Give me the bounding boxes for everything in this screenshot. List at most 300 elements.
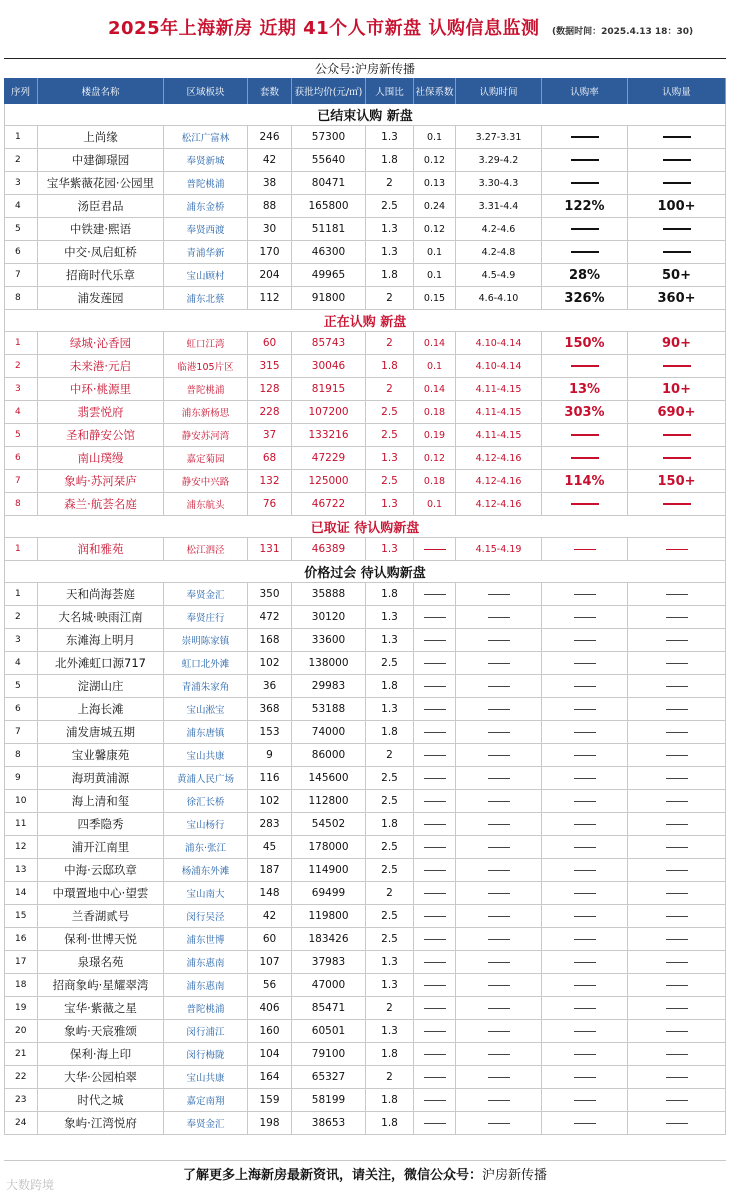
cell-price: 165800 — [292, 195, 366, 217]
header-cell-units: 套数 — [248, 78, 292, 104]
cell-rate: 114% — [542, 470, 628, 492]
cell-idx: 12 — [4, 836, 38, 858]
dash-mark — [666, 801, 688, 802]
table-row — [4, 583, 726, 606]
cell-amt: 10+ — [628, 378, 726, 400]
cell-ratio: 1.8 — [366, 355, 414, 377]
cell-idx: 2 — [4, 355, 38, 377]
cell-units: 187 — [248, 859, 292, 881]
cell-area: 普陀桃浦 — [164, 378, 248, 400]
dash-mark — [488, 893, 510, 894]
cell-units: 246 — [248, 126, 292, 148]
cell-ratio: 2 — [366, 172, 414, 194]
cell-time — [456, 905, 542, 927]
cell-idx: 2 — [4, 606, 38, 628]
cell-amt — [628, 424, 726, 446]
cell-units: 204 — [248, 264, 292, 286]
cell-rate — [542, 241, 628, 263]
dash-mark — [666, 962, 688, 963]
dash-mark — [424, 617, 446, 618]
dash-mark — [663, 503, 691, 505]
dash-mark — [574, 1054, 596, 1055]
cell-area: 青浦朱家角 — [164, 675, 248, 697]
cell-idx: 23 — [4, 1089, 38, 1111]
cell-price: 53188 — [292, 698, 366, 720]
cell-price: 46722 — [292, 493, 366, 515]
cell-time — [456, 721, 542, 743]
cell-amt — [628, 1089, 726, 1111]
dash-mark — [424, 1008, 446, 1009]
dash-mark — [488, 640, 510, 641]
cell-units: 132 — [248, 470, 292, 492]
cell-time — [456, 813, 542, 835]
dash-mark — [488, 1100, 510, 1101]
cell-area: 宝山南大 — [164, 882, 248, 904]
cell-social: 0.14 — [414, 378, 456, 400]
table-row — [4, 287, 726, 310]
table-row — [4, 813, 726, 836]
cell-amt — [628, 583, 726, 605]
dash-mark — [574, 870, 596, 871]
cell-area: 宝山杨行 — [164, 813, 248, 835]
table-row — [4, 218, 726, 241]
cell-rate — [542, 813, 628, 835]
dash-mark — [488, 1077, 510, 1078]
table-row — [4, 470, 726, 493]
cell-price: 107200 — [292, 401, 366, 423]
report-title-bar — [0, 0, 730, 58]
dash-mark — [424, 939, 446, 940]
cell-amt — [628, 790, 726, 812]
cell-ratio: 2.5 — [366, 928, 414, 950]
cell-rate — [542, 172, 628, 194]
cell-area: 浦东航头 — [164, 493, 248, 515]
cell-idx: 3 — [4, 629, 38, 651]
header-cell-price: 获批均价(元/㎡) — [292, 78, 366, 104]
dash-mark — [666, 985, 688, 986]
cell-units: 228 — [248, 401, 292, 423]
cell-amt — [628, 652, 726, 674]
cell-units: 37 — [248, 424, 292, 446]
cell-units: 42 — [248, 149, 292, 171]
dash-mark — [574, 686, 596, 687]
cell-price: 35888 — [292, 583, 366, 605]
cell-name: 宝华紫薇花园·公园里 — [38, 172, 164, 194]
cell-social — [414, 813, 456, 835]
cell-units: 60 — [248, 332, 292, 354]
cell-idx: 9 — [4, 767, 38, 789]
cell-social — [414, 1112, 456, 1134]
cell-price: 112800 — [292, 790, 366, 812]
table-row — [4, 264, 726, 287]
dash-mark — [488, 686, 510, 687]
cell-amt — [628, 813, 726, 835]
cell-rate — [542, 493, 628, 515]
cell-price: 69499 — [292, 882, 366, 904]
cell-price: 47229 — [292, 447, 366, 469]
dash-mark — [424, 778, 446, 779]
cell-social: 0.14 — [414, 332, 456, 354]
cell-name: 兰香湖贰号 — [38, 905, 164, 927]
cell-ratio: 1.8 — [366, 675, 414, 697]
cell-time — [456, 767, 542, 789]
cell-name: 海玥黄浦源 — [38, 767, 164, 789]
dash-mark — [666, 1008, 688, 1009]
cell-price: 49965 — [292, 264, 366, 286]
cell-name: 浦发唐城五期 — [38, 721, 164, 743]
cell-price: 55640 — [292, 149, 366, 171]
cell-ratio: 1.8 — [366, 1112, 414, 1134]
cell-price: 54502 — [292, 813, 366, 835]
table-row — [4, 974, 726, 997]
cell-name: 保利·海上印 — [38, 1043, 164, 1065]
cell-idx: 21 — [4, 1043, 38, 1065]
dash-mark — [666, 1031, 688, 1032]
cell-social — [414, 583, 456, 605]
dash-mark — [663, 434, 691, 436]
cell-name: 未来港·元启 — [38, 355, 164, 377]
cell-social — [414, 1066, 456, 1088]
cell-rate — [542, 126, 628, 148]
cell-time — [456, 790, 542, 812]
cell-amt — [628, 447, 726, 469]
cell-time — [456, 1089, 542, 1111]
cell-name: 保利·世博天悦 — [38, 928, 164, 950]
table-row — [4, 606, 726, 629]
table-row — [4, 332, 726, 355]
dash-mark — [666, 1054, 688, 1055]
dash-mark — [488, 847, 510, 848]
dash-mark — [663, 159, 691, 161]
cell-amt — [628, 149, 726, 171]
table-row — [4, 241, 726, 264]
cell-price: 183426 — [292, 928, 366, 950]
cell-name: 时代之城 — [38, 1089, 164, 1111]
cell-time — [456, 675, 542, 697]
cell-price: 145600 — [292, 767, 366, 789]
cell-units: 38 — [248, 172, 292, 194]
cell-time — [456, 882, 542, 904]
cell-units: 68 — [248, 447, 292, 469]
table-header — [4, 78, 726, 104]
dash-mark — [574, 824, 596, 825]
cell-time: 3.29-4.2 — [456, 149, 542, 171]
dash-mark — [574, 847, 596, 848]
cell-name: 上尚缘 — [38, 126, 164, 148]
footer-account: 沪房新传播 — [482, 1168, 548, 1183]
cell-idx: 4 — [4, 652, 38, 674]
cell-social — [414, 882, 456, 904]
cell-area: 浦东世博 — [164, 928, 248, 950]
cell-area: 浦东新杨思 — [164, 401, 248, 423]
cell-name: 南山璞缦 — [38, 447, 164, 469]
cell-ratio: 2.5 — [366, 195, 414, 217]
cell-idx: 22 — [4, 1066, 38, 1088]
dash-mark — [571, 434, 599, 436]
dash-mark — [488, 1123, 510, 1124]
cell-area: 徐汇长桥 — [164, 790, 248, 812]
cell-name: 中建御璟园 — [38, 149, 164, 171]
cell-units: 148 — [248, 882, 292, 904]
dash-mark — [663, 136, 691, 138]
cell-price: 81915 — [292, 378, 366, 400]
cell-rate — [542, 1089, 628, 1111]
cell-ratio: 1.3 — [366, 1020, 414, 1042]
cell-time — [456, 1043, 542, 1065]
cell-area: 杨浦东外滩 — [164, 859, 248, 881]
cell-social — [414, 652, 456, 674]
dash-mark — [666, 824, 688, 825]
cell-name: 东滩海上明月 — [38, 629, 164, 651]
cell-ratio: 1.3 — [366, 538, 414, 560]
cell-area: 虹口北外滩 — [164, 652, 248, 674]
cell-area: 闵行浦江 — [164, 1020, 248, 1042]
cell-time: 4.6-4.10 — [456, 287, 542, 309]
cell-area: 闵行吴泾 — [164, 905, 248, 927]
cell-rate: 122% — [542, 195, 628, 217]
cell-price: 125000 — [292, 470, 366, 492]
cell-amt — [628, 172, 726, 194]
cell-amt — [628, 675, 726, 697]
cell-social: 0.1 — [414, 493, 456, 515]
cell-amt: 90+ — [628, 332, 726, 354]
cell-idx: 6 — [4, 698, 38, 720]
table-row — [4, 652, 726, 675]
cell-time: 4.10-4.14 — [456, 332, 542, 354]
cell-price: 60501 — [292, 1020, 366, 1042]
cell-name: 浦发莲园 — [38, 287, 164, 309]
cell-name: 北外滩虹口源717 — [38, 652, 164, 674]
cell-price: 33600 — [292, 629, 366, 651]
cell-area: 奉贤西渡 — [164, 218, 248, 240]
dash-mark — [424, 801, 446, 802]
dash-mark — [488, 755, 510, 756]
cell-ratio: 2 — [366, 287, 414, 309]
cell-units: 56 — [248, 974, 292, 996]
cell-amt — [628, 882, 726, 904]
cell-price: 38653 — [292, 1112, 366, 1134]
cell-area: 松江广富林 — [164, 126, 248, 148]
dash-mark — [424, 686, 446, 687]
cell-units: 36 — [248, 675, 292, 697]
cell-units: 315 — [248, 355, 292, 377]
cell-ratio: 1.3 — [366, 951, 414, 973]
cell-social: 0.13 — [414, 172, 456, 194]
header-cell-amt: 认购量 — [628, 78, 726, 104]
cell-idx: 13 — [4, 859, 38, 881]
cell-idx: 4 — [4, 195, 38, 217]
table-row — [4, 744, 726, 767]
cell-idx: 3 — [4, 378, 38, 400]
cell-units: 116 — [248, 767, 292, 789]
cell-price: 133216 — [292, 424, 366, 446]
cell-ratio: 1.8 — [366, 813, 414, 835]
cell-idx: 6 — [4, 241, 38, 263]
cell-amt — [628, 997, 726, 1019]
dash-mark — [424, 1077, 446, 1078]
cell-price: 58199 — [292, 1089, 366, 1111]
section-heading-priced: 价格过会 待认购新盘 — [4, 561, 726, 583]
dash-mark — [424, 962, 446, 963]
cell-area: 青浦华新 — [164, 241, 248, 263]
cell-price: 57300 — [292, 126, 366, 148]
table-row — [4, 767, 726, 790]
cell-area: 崇明陈家镇 — [164, 629, 248, 651]
cell-area: 嘉定菊园 — [164, 447, 248, 469]
cell-amt — [628, 629, 726, 651]
cell-social: 0.1 — [414, 264, 456, 286]
cell-social — [414, 905, 456, 927]
cell-area: 静安苏河湾 — [164, 424, 248, 446]
cell-time: 4.10-4.14 — [456, 355, 542, 377]
table-row — [4, 378, 726, 401]
cell-ratio: 2 — [366, 1066, 414, 1088]
dash-mark — [424, 1031, 446, 1032]
dash-mark — [574, 939, 596, 940]
cell-idx: 2 — [4, 149, 38, 171]
dash-mark — [574, 1123, 596, 1124]
dash-mark — [666, 549, 688, 550]
dash-mark — [574, 801, 596, 802]
dash-mark — [488, 939, 510, 940]
cell-units: 131 — [248, 538, 292, 560]
cell-ratio: 1.8 — [366, 264, 414, 286]
cell-rate — [542, 882, 628, 904]
cell-amt — [628, 1043, 726, 1065]
cell-amt: 690+ — [628, 401, 726, 423]
cell-social: 0.12 — [414, 149, 456, 171]
cell-rate — [542, 218, 628, 240]
cell-social — [414, 1043, 456, 1065]
dash-mark — [666, 916, 688, 917]
cell-idx: 8 — [4, 744, 38, 766]
cell-ratio: 2 — [366, 997, 414, 1019]
cell-units: 153 — [248, 721, 292, 743]
cell-ratio: 1.3 — [366, 493, 414, 515]
cell-amt — [628, 355, 726, 377]
cell-idx: 15 — [4, 905, 38, 927]
cell-idx: 1 — [4, 583, 38, 605]
dash-mark — [488, 1031, 510, 1032]
table-row — [4, 172, 726, 195]
cell-time: 4.15-4.19 — [456, 538, 542, 560]
cell-name: 宝华·紫薇之星 — [38, 997, 164, 1019]
table-row — [4, 928, 726, 951]
cell-name: 象屿·江湾悦府 — [38, 1112, 164, 1134]
table-row — [4, 538, 726, 561]
dash-mark — [663, 365, 691, 367]
cell-social: 0.1 — [414, 355, 456, 377]
cell-ratio: 2.5 — [366, 836, 414, 858]
table-row — [4, 882, 726, 905]
cell-area: 奉贤金汇 — [164, 1112, 248, 1134]
cell-time — [456, 836, 542, 858]
cell-social — [414, 1089, 456, 1111]
dash-mark — [424, 824, 446, 825]
dash-mark — [666, 1100, 688, 1101]
cell-name: 中環置地中心·望雲 — [38, 882, 164, 904]
cell-units: 76 — [248, 493, 292, 515]
cell-rate — [542, 859, 628, 881]
cell-idx: 11 — [4, 813, 38, 835]
dash-mark — [424, 893, 446, 894]
cell-idx: 16 — [4, 928, 38, 950]
cell-name: 中环·桃源里 — [38, 378, 164, 400]
dash-mark — [663, 251, 691, 253]
cell-units: 9 — [248, 744, 292, 766]
cell-area: 虹口江湾 — [164, 332, 248, 354]
dash-mark — [574, 732, 596, 733]
cell-price: 85471 — [292, 997, 366, 1019]
cell-social — [414, 629, 456, 651]
cell-area: 宝山共康 — [164, 1066, 248, 1088]
dash-mark — [574, 594, 596, 595]
dash-mark — [488, 985, 510, 986]
cell-time — [456, 974, 542, 996]
dash-mark — [571, 251, 599, 253]
cell-units: 30 — [248, 218, 292, 240]
cell-name: 泉璟名苑 — [38, 951, 164, 973]
cell-social: 0.24 — [414, 195, 456, 217]
cell-social — [414, 859, 456, 881]
cell-rate — [542, 905, 628, 927]
cell-idx: 5 — [4, 675, 38, 697]
header-cell-idx: 序列 — [4, 78, 38, 104]
cell-rate — [542, 836, 628, 858]
cell-amt — [628, 1020, 726, 1042]
cell-name: 中海·云邸玖章 — [38, 859, 164, 881]
dash-mark — [663, 457, 691, 459]
cell-social — [414, 928, 456, 950]
dash-mark — [666, 640, 688, 641]
cell-price: 79100 — [292, 1043, 366, 1065]
cell-social: 0.1 — [414, 126, 456, 148]
cell-units: 350 — [248, 583, 292, 605]
cell-area: 宝山淞宝 — [164, 698, 248, 720]
cell-time — [456, 997, 542, 1019]
table-row — [4, 997, 726, 1020]
dash-mark — [666, 732, 688, 733]
dash-mark — [488, 1054, 510, 1055]
cell-social — [414, 606, 456, 628]
cell-idx: 7 — [4, 264, 38, 286]
cell-ratio: 2 — [366, 882, 414, 904]
cell-price: 114900 — [292, 859, 366, 881]
cell-rate: 326% — [542, 287, 628, 309]
cell-units: 164 — [248, 1066, 292, 1088]
cell-time: 3.31-4.4 — [456, 195, 542, 217]
cell-rate: 13% — [542, 378, 628, 400]
cell-social — [414, 974, 456, 996]
cell-price: 29983 — [292, 675, 366, 697]
dash-mark — [666, 847, 688, 848]
cell-social: 0.12 — [414, 447, 456, 469]
cell-ratio: 2 — [366, 332, 414, 354]
cell-name: 海上清和玺 — [38, 790, 164, 812]
dash-mark — [488, 663, 510, 664]
cell-rate — [542, 675, 628, 697]
cell-rate — [542, 744, 628, 766]
cell-idx: 7 — [4, 470, 38, 492]
cell-name: 绿城·沁香园 — [38, 332, 164, 354]
dash-mark — [663, 182, 691, 184]
cell-time: 4.2-4.8 — [456, 241, 542, 263]
cell-amt — [628, 493, 726, 515]
cell-name: 圣和静安公馆 — [38, 424, 164, 446]
cell-amt — [628, 905, 726, 927]
table-row — [4, 447, 726, 470]
cell-rate — [542, 652, 628, 674]
